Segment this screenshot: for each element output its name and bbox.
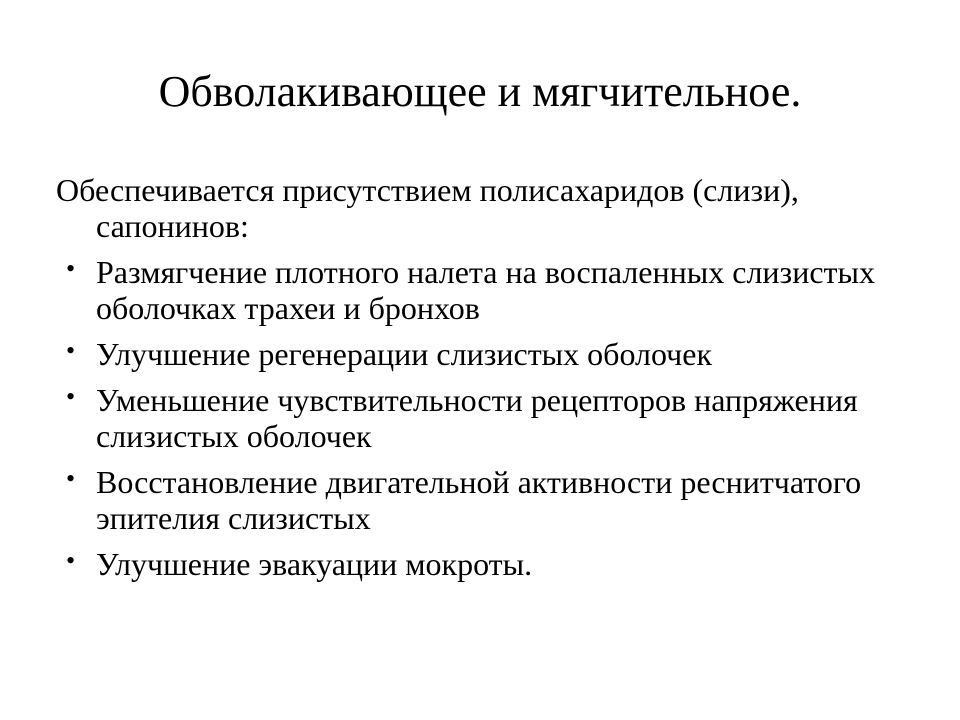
bullet-icon: •	[66, 336, 76, 365]
bullet-text: Восстановление двигательной активности реснитчатого эпителия слизистых	[96, 464, 862, 536]
bullet-item	[56, 464, 916, 536]
bullet-text: Улучшение эвакуации мокроты.	[96, 546, 533, 582]
bullet-item	[56, 336, 916, 372]
bullet-icon: •	[66, 254, 76, 283]
bullet-icon: •	[66, 546, 76, 575]
bullet-item	[56, 546, 916, 582]
intro-text: Обеспечивается присутствием полисахаридов (слизи), сапонинов:	[56, 172, 799, 244]
bullet-list	[56, 254, 916, 582]
bullet-item	[56, 382, 916, 454]
bullet-text: Размягчение плотного налета на воспаленных слизистых оболочках трахеи и бронхов	[96, 254, 875, 326]
bullet-icon: •	[66, 382, 76, 411]
bullet-text: Уменьшение чувствительности рецепторов напряжения слизистых оболочек	[96, 382, 858, 454]
bullet-text: Улучшение регенерации слизистых оболочек	[96, 336, 713, 372]
slide-body	[56, 172, 916, 592]
slide-title: Обволакивающее и мягчительное.	[158, 67, 802, 116]
bullet-icon: •	[66, 464, 76, 493]
bullet-item	[56, 254, 916, 326]
